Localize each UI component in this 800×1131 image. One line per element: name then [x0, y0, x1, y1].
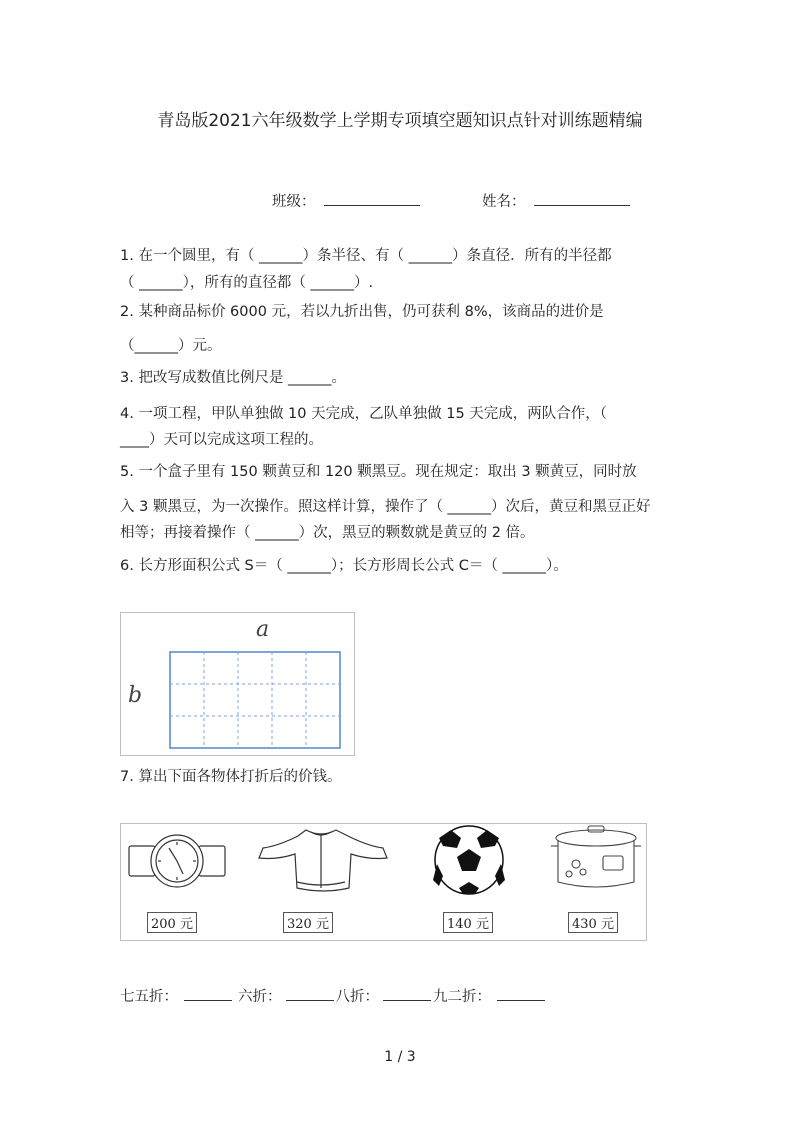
discount-blank-60[interactable] [286, 986, 334, 1001]
name-field [482, 190, 630, 211]
soccer-ball-price: 140 元 [443, 912, 493, 933]
items-figure [120, 823, 647, 941]
class-blank[interactable] [324, 191, 420, 206]
question-4-line-1: 4. 一项工程，甲队单独做 10 天完成，乙队单独做 15 天完成，两队合作，（ [120, 406, 608, 422]
question-6-line-1: 6. 长方形面积公式 S＝（ ______）；长方形周长公式 C＝（ ______）。 [120, 558, 568, 574]
soccer-ball-icon [433, 826, 505, 894]
question-1-line-1: 1. 在一个圆里，有（ ______）条半径、有（ ______）条直径．所有的半径都 [120, 248, 612, 264]
question-5-line-1: 5. 一个盒子里有 150 颗黄豆和 120 颗黑豆。现在规定：取出 3 颗黄豆，同时放 [120, 464, 637, 480]
side-label-b: b [128, 683, 143, 708]
discount-blank-75[interactable] [184, 986, 232, 1001]
discount-label-92: 九二折： [433, 989, 491, 1005]
page-number: 1 / 3 [384, 1049, 416, 1065]
rectangle-outline [170, 652, 340, 748]
discount-row [120, 986, 545, 1007]
question-7-line-1: 7. 算出下面各物体打折后的价钱。 [120, 769, 342, 785]
question-5-line-2: 入 3 颗黑豆，为一次操作。照这样计算，操作了（ ______）次后，黄豆和黑豆正好 [120, 499, 651, 515]
watch-price: 200 元 [147, 912, 197, 933]
discount-label-60: 六折： [238, 989, 282, 1005]
discount-blank-92[interactable] [497, 986, 545, 1001]
page-title: 青岛版2021六年级数学上学期专项填空题知识点针对训练题精编 [157, 111, 643, 131]
rice-cooker-price: 430 元 [568, 912, 618, 933]
jacket-icon [259, 830, 387, 891]
question-2-line-2: （______）元。 [120, 338, 222, 354]
rectangle-figure [120, 612, 355, 756]
discount-blank-80[interactable] [383, 986, 431, 1001]
discount-label-80: 八折： [335, 989, 379, 1005]
grid-lines [170, 652, 340, 748]
question-2-line-1: 2. 某种商品标价 6000 元，若以九折出售，仍可获利 8%，该商品的进价是 [120, 304, 604, 320]
question-1-line-2: （ ______），所有的直径都（ ______）. [120, 275, 374, 291]
name-blank[interactable] [534, 191, 630, 206]
question-3-line-1: 3. 把改写成数值比例尺是 ______。 [120, 370, 347, 386]
side-label-a: a [256, 617, 270, 642]
class-field [272, 190, 420, 211]
question-4-line-2: ____）天可以完成这项工程的。 [120, 432, 323, 448]
watch-icon [129, 835, 225, 887]
name-label: 姓名： [482, 194, 526, 210]
class-label: 班级： [272, 194, 316, 210]
question-5-line-3: 相等；再接着操作（ ______）次，黑豆的颗数就是黄豆的 2 倍。 [120, 525, 535, 541]
rectangle-grid-diagram [121, 613, 354, 755]
discount-label-75: 七五折： [120, 989, 178, 1005]
rice-cooker-icon [551, 826, 641, 887]
jacket-price: 320 元 [283, 912, 333, 933]
